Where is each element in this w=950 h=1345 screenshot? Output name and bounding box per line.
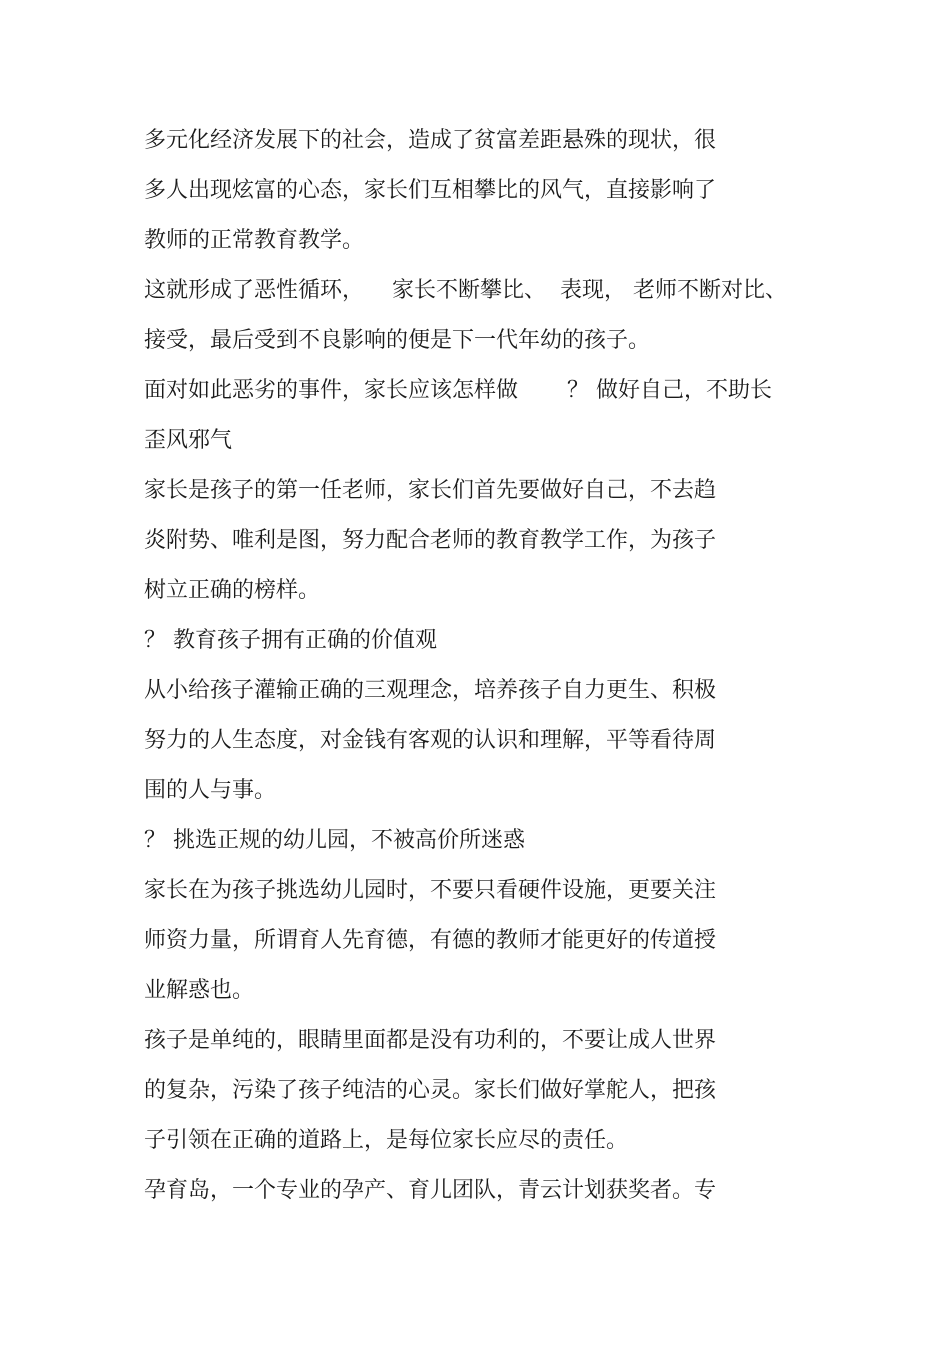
text-line-2: 多人出现炫富的心态，家长们互相攀比的风气，直接影响了 <box>144 178 717 203</box>
text-line-7: 歪风邪气 <box>144 428 233 453</box>
text-line-12: 从小给孩子灌输正确的三观理念，培养孩子自力更生、积极 <box>144 678 717 703</box>
text-line-15: ？ 挑选正规的幼儿园，不被高价所迷惑 <box>144 828 525 853</box>
text-line-1: 多元化经济发展下的社会，造成了贫富差距悬殊的现状，很 <box>144 128 717 153</box>
text-line-11: ？ 教育孩子拥有正确的价值观 <box>144 628 437 653</box>
text-line-17: 师资力量，所谓育人先育德，有德的教师才能更好的传道授 <box>144 928 717 953</box>
text-line-13: 努力的人生态度，对金钱有客观的认识和理解，平等看待周 <box>144 728 717 753</box>
text-line-3: 教师的正常教育教学。 <box>144 228 365 253</box>
text-line-16: 家长在为孩子挑选幼儿园时，不要只看硬件设施，更要关注 <box>144 878 717 903</box>
text-line-4: 这就形成了恶性循环， 家长不断攀比、 表现， 老师不断对比、 <box>144 278 787 303</box>
text-line-21: 子引领在正确的道路上，是每位家长应尽的责任。 <box>144 1128 629 1153</box>
text-line-14: 围的人与事。 <box>144 778 277 803</box>
text-line-6: 面对如此恶劣的事件，家长应该怎样做 ？ 做好自己，不助长 <box>144 378 772 403</box>
text-line-10: 树立正确的榜样。 <box>144 578 321 603</box>
text-line-8: 家长是孩子的第一任老师，家长们首先要做好自己，不去趋 <box>144 478 717 503</box>
text-line-19: 孩子是单纯的，眼睛里面都是没有功利的，不要让成人世界 <box>144 1028 717 1053</box>
text-line-18: 业解惑也。 <box>144 978 255 1003</box>
text-line-20: 的复杂，污染了孩子纯洁的心灵。家长们做好掌舵人，把孩 <box>144 1078 717 1103</box>
text-line-22: 孕育岛，一个专业的孕产、育儿团队，青云计划获奖者。专 <box>144 1178 717 1203</box>
text-line-9: 炎附势、唯利是图，努力配合老师的教育教学工作，为孩子 <box>144 528 717 553</box>
text-line-5: 接受，最后受到不良影响的便是下一代年幼的孩子。 <box>144 328 651 353</box>
